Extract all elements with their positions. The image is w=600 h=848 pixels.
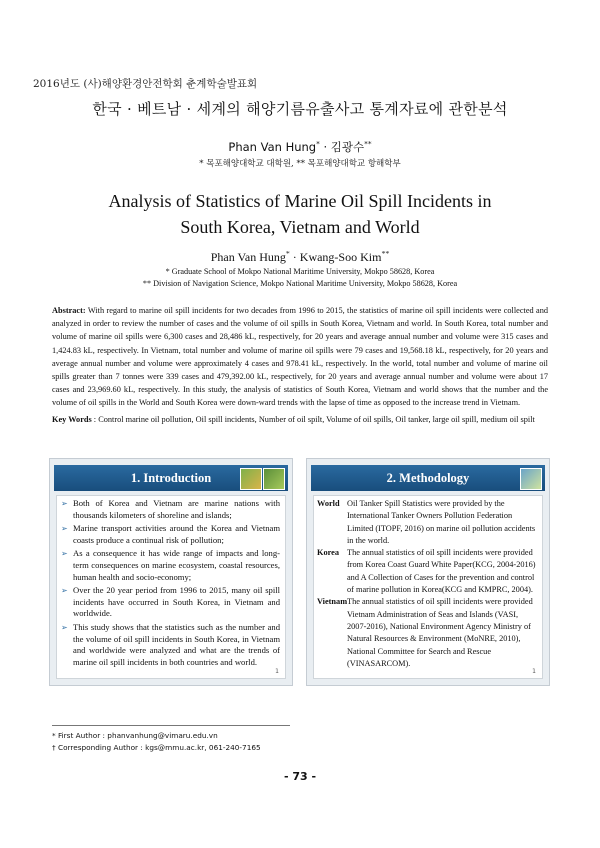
- arrow-bullet-icon: ➢: [61, 622, 68, 632]
- korean-author-mark-2: **: [364, 139, 372, 149]
- methodology-panel: [306, 458, 550, 686]
- methodology-key: Vietnam: [317, 597, 348, 607]
- decorative-thumbnail: [263, 468, 285, 490]
- list-item: ➢ Marine transport activities around the Korea and Vietnam coasts produce a continual risk of pollution;: [61, 523, 280, 545]
- methodology-value: Oil Tanker Spill Statistics were provided by the International Tanker Owners Pollution Federation Limited (ITOPF, 2016) on marine oil pollution accidents in the world.: [347, 499, 536, 545]
- english-author-mark-2: **: [381, 249, 390, 258]
- arrow-bullet-icon: ➢: [61, 586, 68, 596]
- footnote-corresponding-author: † Corresponding Author : kgs@mmu.ac.kr, 061-240-7165: [52, 743, 261, 752]
- footnote-first-author: * First Author : phanvanhung@vimaru.edu.vn: [52, 731, 218, 740]
- keywords: [52, 415, 548, 424]
- english-affiliation-2: ** Division of Navigation Science, Mokpo National Maritime University, Mokpo 58628, Korea: [142, 279, 458, 288]
- methodology-key: World: [317, 499, 340, 508]
- english-author-mark-1: *: [285, 249, 290, 258]
- english-title-line-1: Analysis of Statistics of Marine Oil Spill Incidents in: [108, 191, 492, 211]
- footnote-divider: [52, 725, 290, 726]
- english-author-2: · Kwang-Soo Kim: [289, 250, 382, 264]
- panel-page-number: 1: [532, 668, 536, 675]
- methodology-title-bar: [311, 465, 545, 491]
- list-item: ➢ This study shows that the statistics such as the number and the volume of oil spill incidents in South Korea, in Vietnam and worldwide were analyzed and what are the trends of marine oil spill incidents in both countries and world.: [61, 621, 280, 667]
- english-title: [0, 188, 600, 240]
- list-item: [317, 498, 538, 547]
- english-authors: [0, 249, 600, 265]
- list-item: ➢ Both of Korea and Vietnam are marine nations with thousands kilometers of shoreline and islands;: [61, 498, 280, 520]
- methodology-list: [314, 496, 542, 670]
- list-item: ➢ Over the 20 year period from 1996 to 2015, many oil spill incidents have occurred in South Korea, in Vietnam and worldwide.: [61, 585, 280, 619]
- arrow-bullet-icon: ➢: [61, 524, 68, 534]
- keywords-text: : Control marine oil pollution, Oil spill incidents, Number of oil spilt, Volume of oil spills, Oil tanker, large oil spill, medium oil spilt: [91, 415, 535, 424]
- introduction-panel: [49, 458, 293, 686]
- page-number: - 73 -: [283, 770, 317, 783]
- arrow-bullet-icon: ➢: [61, 499, 68, 508]
- methodology-key: Korea: [317, 548, 339, 558]
- list-item: [317, 547, 538, 596]
- arrow-bullet-icon: ➢: [61, 549, 68, 559]
- korean-author-1: Phan Van Hung: [228, 140, 317, 154]
- methodology-value: The annual statistics of oil spill incidents were provided from Korea Coast Guard White Paper(KCG, 2004-2016) and A Collection of Cases for the prevention and control of marine pollution in Korea(KCG and KMPRC, 2004).: [347, 548, 536, 595]
- panel-page-number: 1: [275, 668, 279, 675]
- korean-author-2: · 김광수: [319, 140, 365, 154]
- korean-author-mark-1: *: [316, 139, 320, 149]
- introduction-list: [57, 496, 285, 668]
- introduction-body: [56, 495, 286, 679]
- korean-title: 한국 · 베트남 · 세계의 해양기름유출사고 통계자료에 관한분석: [92, 100, 508, 118]
- introduction-title: 1. Introduction: [130, 471, 212, 485]
- english-title-line-2: South Korea, Vietnam and World: [180, 217, 420, 237]
- methodology-title: 2. Methodology: [386, 471, 470, 485]
- korean-affiliation: * 목포해양대학교 대학원, ** 목포해양대학교 항해학부: [199, 159, 401, 169]
- english-author-1: Phan Van Hung: [210, 250, 286, 264]
- abstract-label: Abstract:: [52, 306, 86, 315]
- keywords-label: Key Words: [52, 415, 92, 424]
- english-affiliation-1: * Graduate School of Mokpo National Maritime University, Mokpo 58628, Korea: [165, 267, 435, 276]
- list-item: ➢ As a consequence it has wide range of impacts and long-term consequences on marine ecosystem, coastal resources, human health and socio-economy;: [61, 548, 280, 582]
- introduction-title-bar: [54, 465, 288, 491]
- list-item: [317, 596, 538, 670]
- abstract-text: With regard to marine oil spill incidents for two decades from 1996 to 2015, the statistics of marine oil spill incidents were collected and analyzed in order to review the number of cases and the volume of oil spills in South Korea, Vietnam and world. In South Korea, total number and volume of marine oil spills were 6,300 cases and 28,486 kL, respectively, for 20 years and average annual number and volume were 315 cases and 1,424.83 kL, respectively. In Vietnam, total number and volume of marine oil spills were 79 cases and 19,568.18 kL, respectively, for 20 years and average annual number and volume were approximately 4 cases and 978.41 kL, respectively. In the world, total number and volume of marine oil spills greater than 7 tonnes were 339 cases and 479,392.00 kL, respectively, for 20 years and average annual number and volume were about 17 cases and 23,969.60 kL, respectively. In this study, the analysis of statistics of South Korea, Vietnam and world shows that the number and the volume of oil spills in the World and South Korea were down-ward trends with the lapse of time as opposed to the increase trend in Vietnam.: [52, 306, 548, 408]
- decorative-thumbnail: [240, 468, 262, 490]
- conference-header: 2016년도 (사)해양환경안전학회 춘계학술발표회: [33, 78, 258, 90]
- methodology-body: [313, 495, 543, 679]
- english-affiliations: [0, 266, 600, 290]
- abstract: [52, 304, 548, 410]
- korean-authors: [0, 139, 600, 155]
- methodology-value: The annual statistics of oil spill incidents were provided Vietnam Administration of Seas and Islands (VASI, 2007-2016), National Environment Agency Ministry of Natural Resources & Environment (MoNRE, 2010), National Committee for Search and Rescue (VINASARCOM).: [347, 597, 533, 668]
- decorative-thumbnail: [520, 468, 542, 490]
